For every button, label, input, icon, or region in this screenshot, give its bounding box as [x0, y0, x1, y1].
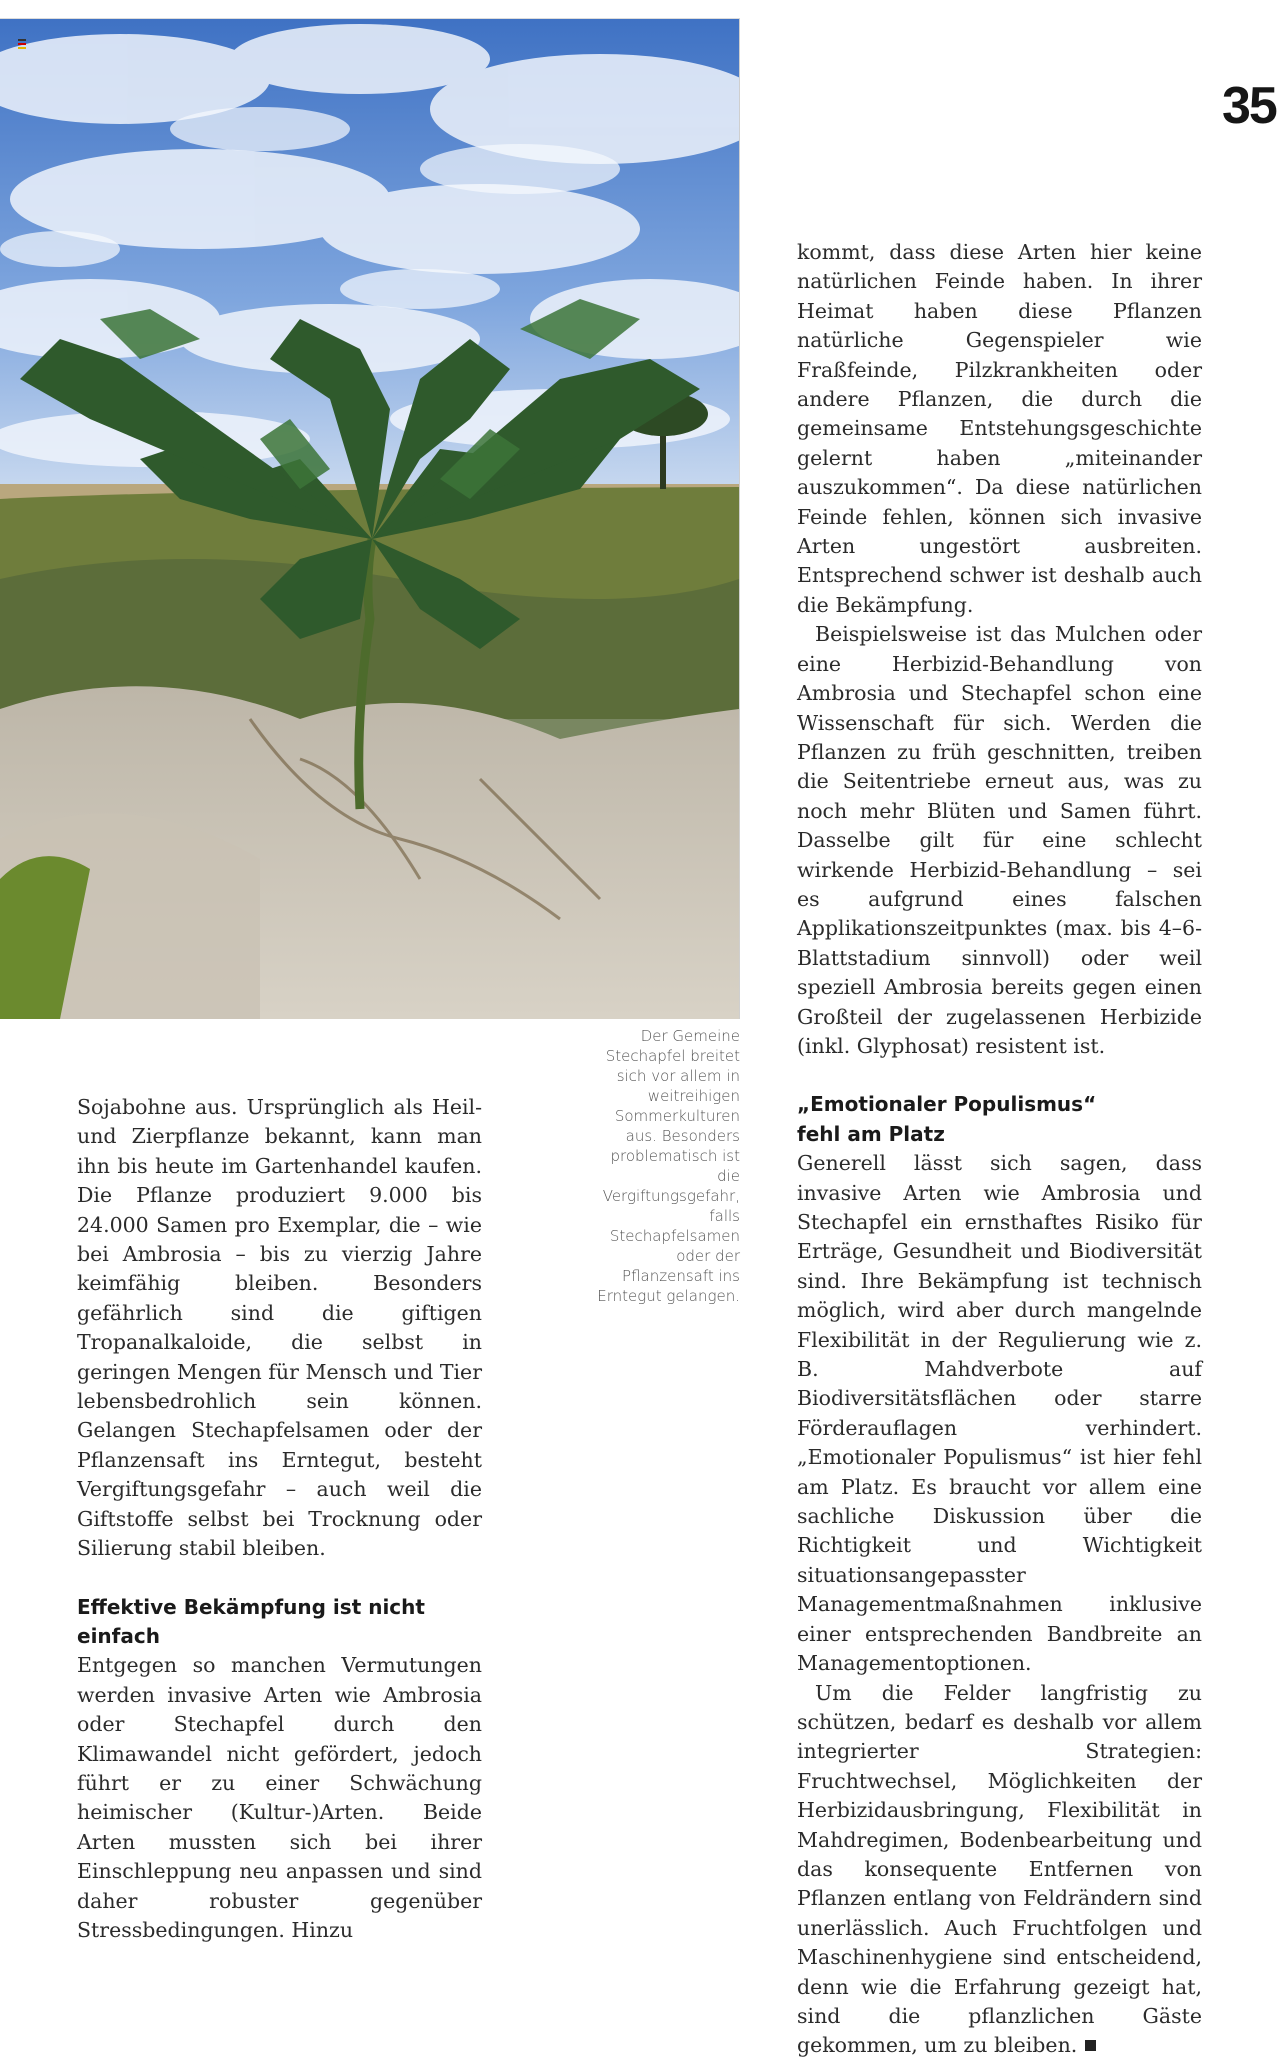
- left-paragraph-2: Entgegen so manchen Vermutungen werden invasive Arten wie Ambrosia oder Stechapfel durch den Klimawandel nicht gefördert, jedoch führt er zu einer Schwächung heimischer (Kultur-)Arten. Beide Arten mussten sich bei ihrer Einschleppung neu anpassen und sind daher robuster gegenüber Stressbedingungen. Hinzu: [77, 1653, 482, 1942]
- right-paragraph-2: Beispielsweise ist das Mulchen oder eine Herbizid-Behandlung von Ambrosia und Stechapfel schon eine Wissenschaft für sich. Werden die Pflanzen zu früh geschnitten, treiben die Seitentriebe erneut aus, was zu noch mehr Blüten und Samen führt. Dasselbe gilt für eine schlecht wirkende Herbizid-Behandlung – sei es aufgrund eines falschen Applikationszeitpunktes (max. bis 4–6-Blattstadium sinnvoll) oder weil speziell Ambrosia bereits gegen einen Großteil der zugelassenen Herbizide (inkl. Glyphosat) resistent ist.: [797, 622, 1202, 1058]
- left-column: [77, 1093, 482, 1945]
- right-column: [797, 238, 1202, 2061]
- right-paragraph-4: [797, 1679, 1202, 2061]
- section-heading-populismus: [797, 1090, 1202, 1149]
- left-paragraph-1: Sojabohne aus. Ursprünglich als Heil- und Zierpflanze bekannt, kann man ihn bis heute im Gartenhandel kaufen. Die Pflanze produziert 9.000 bis 24.000 Samen pro Exemplar, die – wie bei Ambrosia – bis zu vierzig Jahre keimfähig bleiben. Besonders gefährlich sind die giftigen Tropanalkaloide, die selbst in geringen Mengen für Mensch und Tier lebensbedrohlich sein können. Gelangen Stechapfelsamen oder der Pflanzensaft ins Erntegut, besteht Vergiftungsgefahr – auch weil die Giftstoffe selbst bei Trocknung oder Silierung stabil bleiben.: [77, 1095, 482, 1561]
- right-paragraph-3: Generell lässt sich sagen, dass invasive Arten wie Ambrosia und Stechapfel ein ernsthaftes Risiko für Erträge, Gesundheit und Biodiversität sind. Ihre Bekämpfung ist technisch möglich, wird aber durch mangelnde Flexibilität in der Regulierung wie z. B. Mahdverbote auf Biodiversitätsflächen oder starre Förderauflagen verhindert. „Emotionaler Populismus“ ist hier fehl am Platz. Es braucht vor allem eine sachliche Diskussion über die Richtigkeit und Wichtigkeit situationsangepasster Managementmaßnahmen inklusive einer entsprechenden Bandbreite an Managementoptionen.: [797, 1151, 1202, 1676]
- right-paragraph-4-text: Um die Felder langfristig zu schützen, bedarf es deshalb vor allem integrierter Strategien: Fruchtwechsel, Möglichkeiten der Herbizidausbringung, Flexibilität in Mahdregimen, Bodenbearbeitung und das konsequente Entfernen von Pflanzen entlang von Feldrändern sind unerlässlich. Auch Fruchtfolgen und Maschinenhygiene sind entscheidend, denn wie die Erfahrung gezeigt hat, sind die pflanzlichen Gäste gekommen, um zu bleiben.: [797, 1680, 1202, 2058]
- page-number: 35: [1222, 77, 1276, 135]
- article-end-square-icon: [1085, 2040, 1096, 2051]
- article-photo: [0, 18, 740, 1019]
- right-paragraph-1: kommt, dass diese Arten hier keine natürlichen Feinde haben. In ihrer Heimat haben diese Pflanzen natürliche Gegenspieler wie Fraßfeinde, Pilzkrankheiten oder andere Pflanzen, die durch die gemeinsame Entstehungsgeschichte gelernt haben „miteinander auszukommen“. Da diese natürlichen Feinde fehlen, können sich invasive Arten ungestört ausbreiten. Entsprechend schwer ist deshalb auch die Bekämpfung.: [797, 240, 1202, 617]
- photo-caption: Der Gemeine Stechapfel breitet sich vor allem in weitreihigen Sommerkulturen aus. Besonders problematisch ist die Vergiftungsgefahr, falls Stechapfelsamen oder der Pflanzensaft ins Erntegut gelangen.: [597, 1027, 740, 1305]
- heading-line-2: fehl am Platz: [797, 1121, 945, 1146]
- section-heading-bekaempfung: Effektive Bekämpfung ist nicht einfach: [77, 1594, 425, 1648]
- heading-line-1: „Emotionaler Populismus“: [797, 1092, 1097, 1117]
- thorn-apple-plant-image: [0, 19, 739, 1019]
